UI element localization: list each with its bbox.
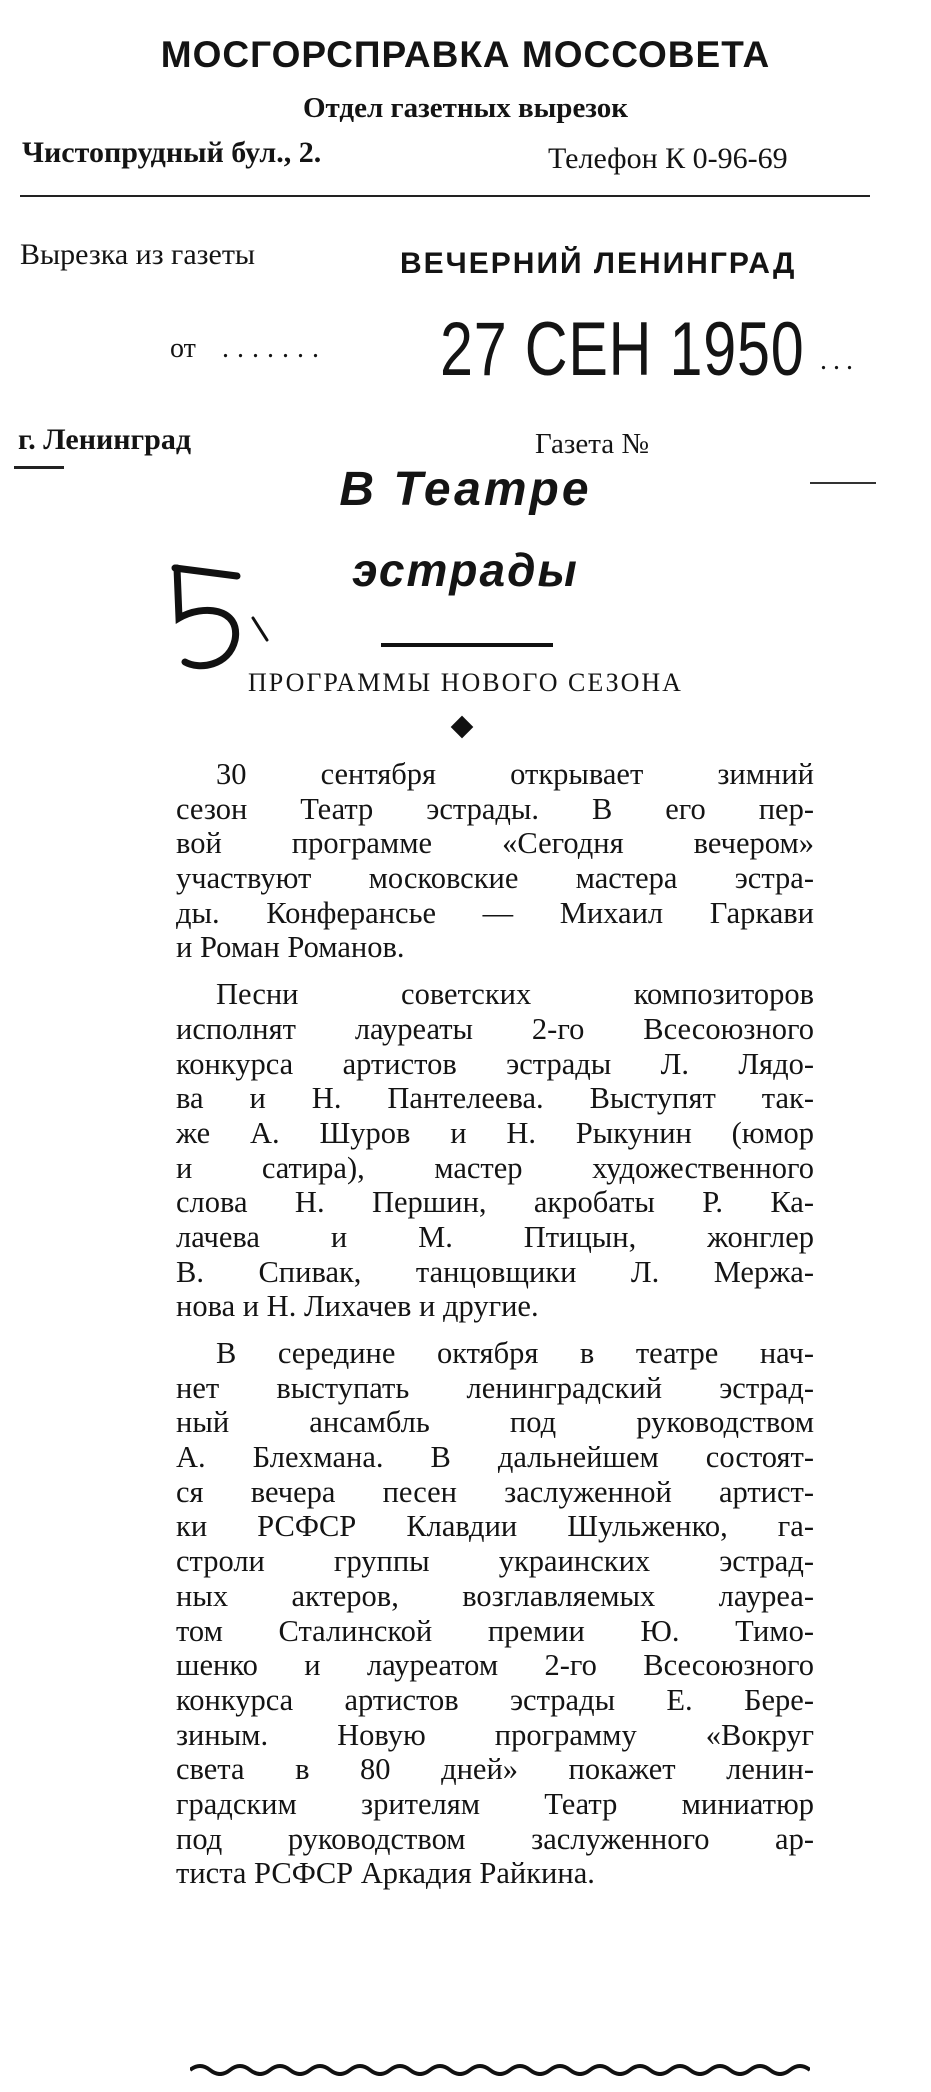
text-line: зиным. Новую программу «Вокруг bbox=[176, 1717, 814, 1752]
date-leader-dots: ....... bbox=[222, 333, 327, 364]
text-line: ды. Конферансье — Михаил Гаркави bbox=[176, 895, 814, 930]
text-line: Песни советских композиторов bbox=[216, 977, 814, 1012]
article-paragraph-2 bbox=[176, 977, 814, 1324]
text-line: ва и Н. Пантелеева. Выступят так- bbox=[176, 1081, 814, 1116]
organization-name: МОСГОРСПРАВКА МОССОВЕТА bbox=[160, 34, 771, 75]
article-body bbox=[176, 757, 814, 1903]
text-line: ся вечера песен заслуженной артист- bbox=[176, 1474, 814, 1509]
cutting-label: Вырезка из газеты bbox=[20, 238, 256, 271]
article-subheading: ПРОГРАММЫ НОВОГО СЕЗОНА bbox=[248, 668, 683, 697]
bottom-wavy-border bbox=[190, 2062, 810, 2076]
text-line: же А. Шуров и Н. Рыкунин (юмор bbox=[176, 1115, 814, 1150]
text-line: под руководством заслуженного ар- bbox=[176, 1821, 814, 1856]
gazeta-number-label: Газета № bbox=[535, 428, 650, 460]
date-trailing-dots: ... bbox=[820, 345, 859, 376]
text-line: градским зрителям Театр миниатюр bbox=[176, 1786, 814, 1821]
text-line: А. Блехмана. В дальнейшем состоят- bbox=[176, 1440, 814, 1475]
text-line: и Роман Романов. bbox=[176, 930, 405, 965]
article-paragraph-3 bbox=[176, 1336, 814, 1891]
article-headline-line1: В Театре bbox=[339, 463, 592, 516]
text-line: вой программе «Сегодня вечером» bbox=[176, 826, 814, 861]
text-line: том Сталинской премии Ю. Тимо- bbox=[176, 1613, 814, 1648]
text-line: строли группы украинских эстрад- bbox=[176, 1544, 814, 1579]
text-line: сезон Театр эстрады. В его пер- bbox=[176, 791, 814, 826]
date-stamp: 27 СЕН 1950 bbox=[440, 307, 805, 392]
text-line: В. Спивак, танцовщики Л. Мержа- bbox=[176, 1254, 814, 1289]
text-line: участвуют московские мастера эстра- bbox=[176, 861, 814, 896]
department-name: Отдел газетных вырезок bbox=[302, 92, 629, 124]
diamond-ornament-icon bbox=[451, 716, 474, 739]
phone-number: Телефон К 0-96-69 bbox=[548, 142, 788, 175]
text-line: конкурса артистов эстрады Е. Бере- bbox=[176, 1682, 814, 1717]
article-paragraph-1 bbox=[176, 757, 814, 965]
text-line: тиста РСФСР Аркадия Райкина. bbox=[176, 1856, 595, 1891]
article-headline-line2: эстрады bbox=[352, 544, 579, 596]
city-label: г. Ленинград bbox=[18, 423, 192, 456]
text-line: слова Н. Першин, акробаты Р. Ка- bbox=[176, 1185, 814, 1220]
text-line: нова и Н. Лихачев и другие. bbox=[176, 1289, 539, 1324]
text-line: 30 сентября открывает зимний bbox=[216, 757, 814, 791]
text-line: света в 80 дней» покажет ленин- bbox=[176, 1752, 814, 1787]
text-line: ки РСФСР Клавдии Шульженко, га- bbox=[176, 1509, 814, 1544]
header-divider bbox=[20, 195, 870, 197]
address: Чистопрудный бул., 2. bbox=[22, 136, 322, 169]
headline-rule bbox=[381, 643, 553, 647]
date-from-label: от bbox=[170, 333, 196, 364]
text-line: В середине октября в театре нач- bbox=[216, 1336, 814, 1370]
text-line: конкурса артистов эстрады Л. Лядо- bbox=[176, 1046, 814, 1081]
handwritten-number-5 bbox=[163, 556, 273, 676]
text-line: лачева и М. Птицын, жонглер bbox=[176, 1219, 814, 1254]
text-line: и сатира), мастер художественного bbox=[176, 1150, 814, 1185]
text-line: ных актеров, возглавляемых лауреа- bbox=[176, 1578, 814, 1613]
text-line: ный ансамбль под руководством bbox=[176, 1405, 814, 1440]
text-line: шенко и лауреатом 2-го Всесоюзного bbox=[176, 1648, 814, 1683]
newspaper-name: ВЕЧЕРНИЙ ЛЕНИНГРАД bbox=[400, 247, 797, 280]
text-line: исполнят лауреаты 2-го Всесоюзного bbox=[176, 1011, 814, 1046]
text-line: нет выступать ленинградский эстрад- bbox=[176, 1370, 814, 1405]
